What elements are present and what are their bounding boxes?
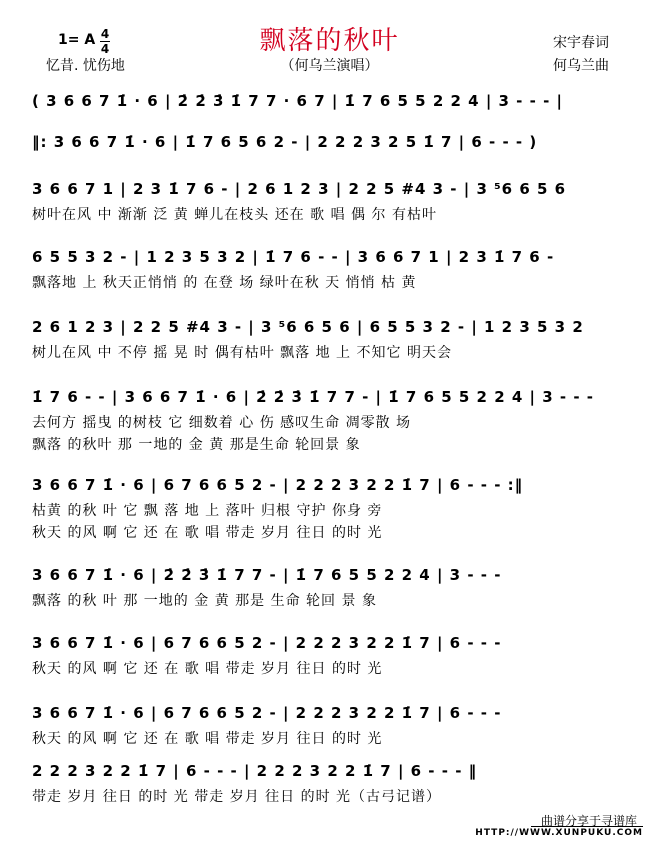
music-line: ‖: 3 6 6 7 1̇ · 6 | 1̇ 7 6 5 6 2 - | 2 2 2 3 2 5 1̇ 7 | 6 - - - ) [32, 133, 538, 151]
singer-credit: （何乌兰演唱） [280, 58, 379, 74]
lyricist-credit: 宋宇春词 [553, 35, 609, 51]
lyric-line: 树叶在风 中 渐渐 泛 黄 蝉儿在枝头 还在 歌 唱 偶 尔 有枯叶 [32, 207, 437, 223]
music-line: ( 3 6 6 7 1̇ · 6 | 2̇ 2̇ 3̇ 1̇ 7 7 · 6 7 | 1̇ 7 6 5 5 2 2 4 | 3 - - - | [32, 92, 564, 110]
music-line: 6 5 5 3 2 - | 1 2 3 5 3 2 | 1̇ 7 6 - - | 3 6 6 7 1 | 2 3 1̇ 7 6 - [32, 248, 555, 266]
lyric-line: 秋天 的风 啊 它 还 在 歌 唱 带走 岁月 往日 的时 光 [32, 661, 383, 677]
footer-text: 曲谱分享于寻谱库 [540, 814, 637, 828]
lyric-line: 飘落地 上 秋天正悄悄 的 在登 场 绿叶在秋 天 悄悄 枯 黄 [32, 275, 417, 291]
lyric-line: 秋天 的风 啊 它 还 在 歌 唱 带走 岁月 往日 的时 光 [32, 525, 383, 541]
lyric-line: 带走 岁月 往日 的时 光 带走 岁月 往日 的时 光（古弓记谱） [32, 789, 442, 805]
music-line: 3 6 6 7 1̇ · 6 | 2̇ 2̇ 3̇ 1̇ 7 7 - | 1̇ 7 6 5 5 2 2 4 | 3 - - - [32, 566, 502, 584]
lyric-line: 去何方 摇曳 的树枝 它 细数着 心 伤 感叹生命 凋零散 场 [32, 415, 412, 431]
song-title: 飘落的秋叶 [259, 26, 400, 56]
time-signature [100, 28, 110, 55]
lyric-line: 树儿在风 中 不停 摇 晃 时 偶有枯叶 飘落 地 上 不知它 明天会 [32, 345, 452, 361]
music-line: 3 6 6 7 1̇ · 6 | 6 7 6 6 5 2 - | 2 2 2 3 2 2 1̇ 7 | 6 - - - [32, 634, 502, 652]
lyric-line: 飘落 的秋叶 那 一地的 金 黄 那是生命 轮回景 象 [32, 437, 361, 453]
lyric-line: 飘落 的秋 叶 那 一地的 金 黄 那是 生命 轮回 景 象 [32, 593, 377, 609]
music-line: 3 6 6 7 1 | 2 3 1̇ 7 6 - | 2 6 1 2 3 | 2 2 5 #4 3 - | 3 ⁵6 6 5 6 [32, 180, 567, 198]
key-signature: 1= A [58, 32, 96, 48]
mood-marking: 忆昔. 忧伤地 [46, 58, 125, 74]
lyric-line: 枯黄 的秋 叶 它 飘 落 地 上 落叶 归根 守护 你身 旁 [32, 503, 383, 519]
footer-url: HTTP://WWW.XUNPUKU.COM [475, 828, 643, 838]
music-line: 2 2 2 3 2 2 1̇ 7 | 6 - - - | 2 2 2 3 2 2 1̇ 7 | 6 - - - ‖ [32, 762, 478, 780]
music-line: 3 6 6 7 1̇ · 6 | 6 7 6 6 5 2 - | 2 2 2 3 2 2 1̇ 7 | 6 - - - :‖ [32, 476, 524, 494]
music-line: 1̇ 7 6 - - | 3 6 6 7 1̇ · 6 | 2̇ 2̇ 3̇ 1̇ 7 7 - | 1̇ 7 6 5 5 2 2 4 | 3 - - - [32, 388, 595, 406]
music-line: 3 6 6 7 1̇ · 6 | 6 7 6 6 5 2 - | 2 2 2 3 2 2 1̇ 7 | 6 - - - [32, 704, 502, 722]
time-signature-top: 4 [100, 27, 110, 41]
lyric-line: 秋天 的风 啊 它 还 在 歌 唱 带走 岁月 往日 的时 光 [32, 731, 383, 747]
time-signature-bottom: 4 [100, 42, 110, 56]
music-line: 2 6 1 2 3 | 2 2 5 #4 3 - | 3 ⁵6 6 5 6 | 6 5 5 3 2 - | 1 2 3 5 3 2 [32, 318, 584, 336]
composer-credit: 何乌兰曲 [553, 58, 609, 74]
